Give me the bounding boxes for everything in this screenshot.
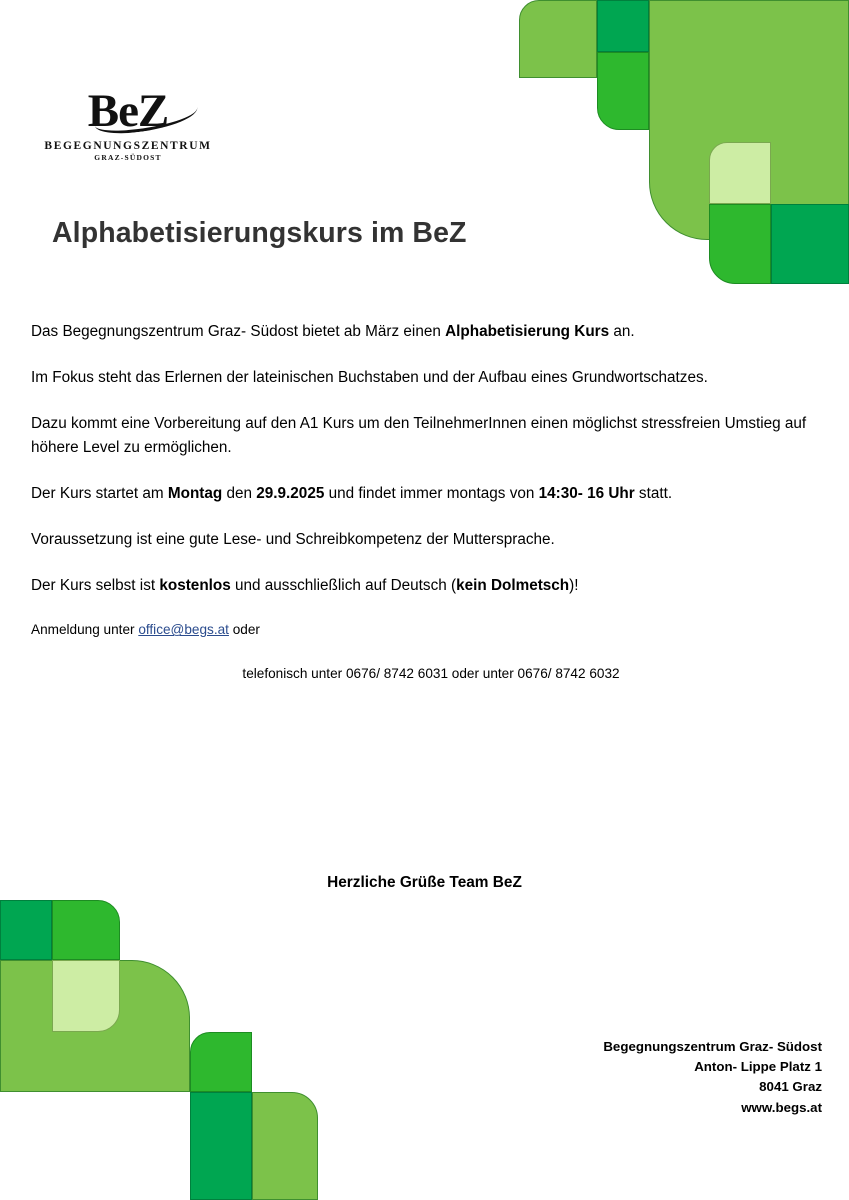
registration-text-part2: oder xyxy=(228,622,260,638)
schedule-text-part2: den xyxy=(222,485,257,503)
logo-wordmark xyxy=(87,85,169,137)
intro-text-part1: Das Begegnungszentrum Graz- Südost bietet ab März einen xyxy=(31,323,446,340)
registration-email-link[interactable]: office@begs.at xyxy=(138,622,229,638)
deco-square-bright-1 xyxy=(597,52,649,130)
logo-wordmark-text: BeZ xyxy=(87,85,169,137)
no-interpreter-label: kein Dolmetsch xyxy=(456,576,570,594)
deco-square-bright-4 xyxy=(190,1032,252,1092)
deco-square-mid-large-2 xyxy=(0,960,190,1092)
footer-organisation: Begegnungszentrum Graz- Südost xyxy=(603,1039,822,1054)
cost-free-label: kostenlos xyxy=(159,576,231,594)
document-body xyxy=(31,320,831,706)
deco-square-mid-large xyxy=(649,0,849,240)
deco-square-pale-1 xyxy=(709,142,771,204)
schedule-start-date: 29.9.2025 xyxy=(256,485,325,503)
cost-text-part2: und ausschließlich auf Deutsch ( xyxy=(230,576,457,594)
paragraph-intro xyxy=(31,320,831,345)
deco-square-dark-4 xyxy=(190,1092,252,1200)
deco-square-dark-3 xyxy=(0,900,52,960)
logo-subtitle-secondary: GRAZ-SÜDOST xyxy=(94,153,162,162)
schedule-time: 14:30- 16 Uhr xyxy=(538,485,635,503)
closing-greeting: Herzliche Grüße Team BeZ xyxy=(327,874,522,891)
organisation-logo xyxy=(28,85,228,162)
schedule-text-part3: und findet immer montags von xyxy=(324,485,539,503)
page-title: Alphabetisierungskurs im BeZ xyxy=(52,217,467,250)
schedule-day: Montag xyxy=(167,485,223,503)
footer-city: 8041 Graz xyxy=(759,1079,822,1095)
deco-square-dark-1 xyxy=(597,0,649,52)
decorative-shapes-bottom-left xyxy=(0,900,320,1200)
paragraph-preparation: Dazu kommt eine Vorbereitung auf den A1 Kurs um den TeilnehmerInnen einen möglichst stressfreien Umstieg auf höhere Level zu ermöglichen. xyxy=(31,414,807,457)
decorative-shapes-top-right xyxy=(519,0,849,285)
footer-street: Anton- Lippe Platz 1 xyxy=(694,1059,822,1075)
registration-text-part1: Anmeldung unter xyxy=(31,622,139,638)
footer-website: www.begs.at xyxy=(741,1099,822,1115)
cost-text-part3: )! xyxy=(569,576,579,594)
intro-text-part2: an. xyxy=(609,323,635,340)
paragraph-schedule xyxy=(31,482,831,507)
paragraph-cost xyxy=(31,574,831,599)
schedule-text-part1: Der Kurs startet am xyxy=(31,485,168,503)
deco-square-mid-2 xyxy=(252,1092,318,1200)
cost-text-part1: Der Kurs selbst ist xyxy=(31,576,160,594)
schedule-text-part4: statt. xyxy=(634,485,673,503)
deco-square-bright-2 xyxy=(709,204,771,284)
paragraph-registration xyxy=(31,619,831,641)
deco-square-mid-small xyxy=(519,0,597,78)
paragraph-phone: telefonisch unter 0676/ 8742 6031 oder unter 0676/ 8742 6032 xyxy=(242,666,620,682)
paragraph-focus: Im Fokus steht das Erlernen der lateinischen Buchstaben und der Aufbau eines Grundwortschatzes. xyxy=(31,368,708,386)
deco-square-bright-3 xyxy=(52,900,120,960)
paragraph-requirement: Voraussetzung ist eine gute Lese- und Schreibkompetenz der Muttersprache. xyxy=(31,530,555,548)
intro-course-name: Alphabetisierung Kurs xyxy=(445,323,610,340)
logo-subtitle-primary: BEGEGNUNGSZENTRUM xyxy=(44,140,212,152)
deco-square-dark-2 xyxy=(771,204,849,284)
footer-address xyxy=(603,1037,822,1118)
deco-square-pale-2 xyxy=(52,960,120,1032)
